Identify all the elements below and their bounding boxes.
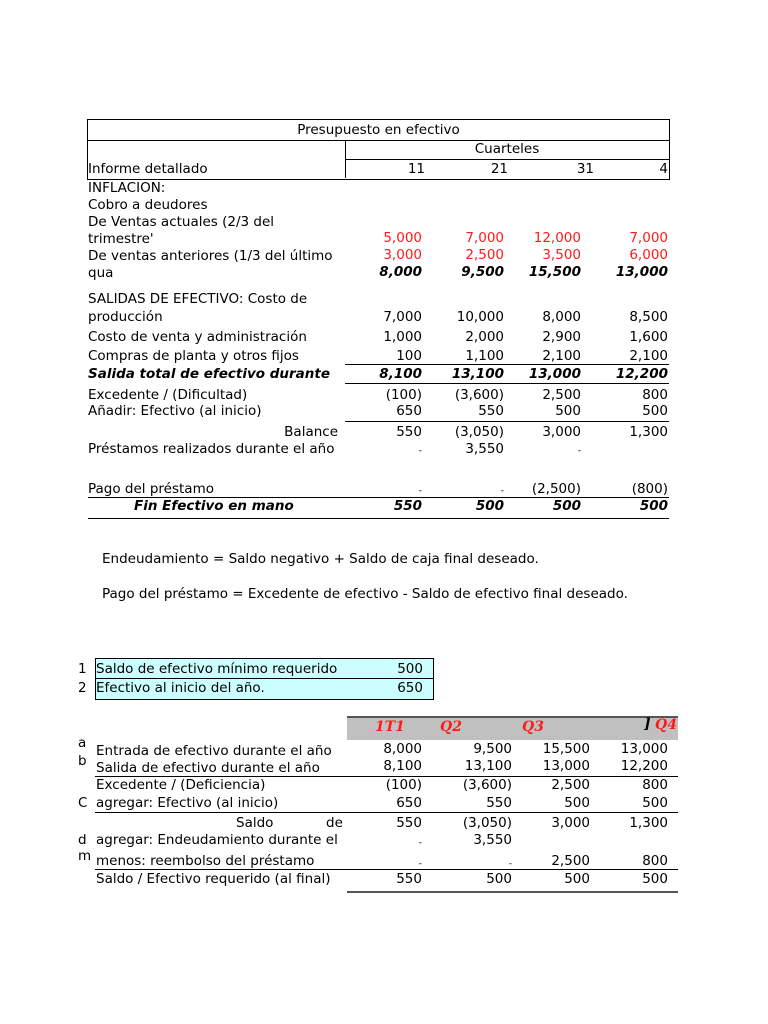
row-value: 8,500 [629, 309, 668, 325]
row-value: 12,200 [620, 758, 668, 774]
row-value: 2,000 [465, 329, 504, 345]
row-value: 13,000 [620, 741, 668, 757]
row-label: Excedente / (Deficiencia) [96, 777, 266, 793]
quarter-header: 31 [576, 161, 594, 177]
row-value: (3,050) [454, 424, 504, 440]
row-value: 7,000 [629, 230, 668, 246]
row-letter: m [78, 848, 92, 864]
row-value: - [508, 859, 512, 869]
row-value: 2,100 [629, 348, 668, 364]
row-value: 500 [552, 498, 581, 514]
row-value: 8,000 [542, 309, 581, 325]
summary-header-q1: 1T1 [375, 719, 405, 735]
quarters-group-header: Cuarteles [474, 141, 540, 157]
input-label: Efectivo al inicio del año. [96, 680, 265, 696]
quarter-header: 4 [659, 161, 668, 177]
row-value: 100 [396, 348, 422, 364]
row-value: (2,500) [531, 481, 581, 497]
row-value: 3,550 [465, 441, 504, 457]
row-label: Excedente / (Dificultad) [88, 387, 248, 403]
row-letter: a [78, 735, 87, 751]
row-label: De ventas anteriores (1/3 del último [88, 248, 333, 264]
row-value: 550 [396, 815, 422, 831]
row-value: 12,000 [533, 230, 581, 246]
row-value: 15,500 [528, 264, 581, 280]
summary-header-q2: Q2 [440, 719, 462, 735]
row-value: 3,000 [383, 247, 422, 263]
budget-title: Presupuesto en efectivo [297, 122, 460, 138]
row-value: 1,000 [383, 329, 422, 345]
row-value: 800 [642, 853, 668, 869]
row-value: 1,300 [629, 815, 668, 831]
row-label: Préstamos realizados durante el año [88, 441, 335, 457]
row-value: 550 [486, 795, 512, 811]
row-label: Fin Efectivo en mano [134, 498, 294, 514]
row-value: - [418, 859, 422, 869]
row-value: 550 [396, 424, 422, 440]
row-value: 1,300 [629, 424, 668, 440]
row-value: 12,200 [615, 366, 668, 382]
row-value: 500 [564, 871, 590, 887]
row-value: 8,100 [379, 366, 422, 382]
row-value: (100) [385, 387, 422, 403]
row-value: - [577, 446, 581, 456]
row-header: Informe detallado [88, 161, 208, 177]
row-value: 13,100 [464, 758, 512, 774]
row-value: 2,500 [551, 777, 590, 793]
row-label: agregar: Endeudamiento durante el [96, 832, 338, 848]
row-value: 500 [475, 498, 504, 514]
row-label: Pago del préstamo [88, 481, 214, 497]
row-letter: b [78, 753, 87, 769]
row-value: 500 [555, 403, 581, 419]
row-value: 10,000 [456, 309, 504, 325]
row-value: 800 [642, 387, 668, 403]
row-label: Compras de planta y otros fijos [88, 348, 299, 364]
row-value: 5,000 [383, 230, 422, 246]
row-value: 500 [639, 498, 668, 514]
row-label: Salida de efectivo durante el año [96, 760, 320, 776]
row-value: 8,100 [383, 758, 422, 774]
row-value: 550 [393, 498, 422, 514]
input-number: 1 [78, 661, 87, 677]
row-label: Añadir: Efectivo (al inicio) [88, 403, 262, 419]
summary-header-bracket: ] [644, 716, 651, 732]
row-value: 1,600 [629, 329, 668, 345]
row-value: 7,000 [465, 230, 504, 246]
row-value: 8,000 [379, 264, 422, 280]
row-value: 500 [486, 871, 512, 887]
row-label: Saldo [236, 815, 274, 831]
row-value: 2,500 [551, 853, 590, 869]
input-number: 2 [78, 680, 87, 696]
row-value: 2,900 [542, 329, 581, 345]
row-value: - [418, 486, 422, 496]
row-label: Costo de venta y administración [88, 329, 307, 345]
row-value: 8,000 [383, 741, 422, 757]
summary-header-q4: Q4 [655, 717, 677, 733]
row-value: 15,500 [542, 741, 590, 757]
row-label: INFLACION: [88, 180, 166, 196]
row-value: 550 [396, 871, 422, 887]
row-label: Saldo / Efectivo requerido (al final) [96, 871, 331, 887]
row-value: 13,100 [451, 366, 504, 382]
quarter-header: 11 [407, 161, 425, 177]
row-value: (3,600) [462, 777, 512, 793]
divider [88, 497, 669, 498]
row-letter: C [78, 795, 88, 811]
quarter-header: 21 [490, 161, 508, 177]
row-value: 3,000 [551, 815, 590, 831]
row-value: (3,600) [454, 387, 504, 403]
row-value: 2,500 [465, 247, 504, 263]
row-value: 13,000 [542, 758, 590, 774]
row-value: 550 [478, 403, 504, 419]
divider [345, 421, 669, 422]
row-value: 7,000 [383, 309, 422, 325]
row-label: agregar: Efectivo (al inicio) [96, 795, 279, 811]
row-label: Entrada de efectivo durante el año [96, 743, 332, 759]
row-value: 9,500 [461, 264, 504, 280]
row-value: 500 [642, 871, 668, 887]
row-value: - [418, 446, 422, 456]
note-borrowing: Endeudamiento = Saldo negativo + Saldo de caja final deseado. [102, 551, 539, 567]
divider [95, 776, 678, 777]
row-label: Cobro a deudores [88, 197, 208, 213]
divider [88, 518, 669, 519]
row-value: 3,000 [542, 424, 581, 440]
row-value: (100) [385, 777, 422, 793]
row-value: 500 [564, 795, 590, 811]
row-value: 3,500 [542, 247, 581, 263]
note-repayment: Pago del préstamo = Excedente de efectivo - Saldo de efectivo final deseado. [102, 586, 628, 602]
row-value: (800) [631, 481, 668, 497]
row-value: 650 [396, 403, 422, 419]
row-label: producción [88, 309, 163, 325]
row-value: 800 [642, 777, 668, 793]
row-label: Balance [284, 424, 338, 440]
row-label: De Ventas actuales (2/3 del [88, 214, 275, 230]
row-value: 500 [642, 403, 668, 419]
row-value: - [500, 486, 504, 496]
row-value: (3,050) [462, 815, 512, 831]
row-letter: d [78, 832, 87, 848]
input-value[interactable]: 650 [397, 680, 423, 696]
input-label: Saldo de efectivo mínimo requerido [96, 661, 338, 677]
divider [347, 891, 678, 893]
row-value: 2,500 [542, 387, 581, 403]
row-value: - [418, 838, 422, 848]
row-value: 650 [396, 795, 422, 811]
row-value: 13,000 [615, 264, 668, 280]
divider [95, 678, 433, 679]
divider [345, 159, 669, 160]
divider [95, 812, 678, 813]
row-value: 13,000 [528, 366, 581, 382]
row-label: menos: reembolso del préstamo [96, 853, 315, 869]
row-label: Salida total de efectivo durante [88, 366, 331, 382]
row-label-suffix: de [326, 815, 343, 831]
row-value: 2,100 [542, 348, 581, 364]
input-value[interactable]: 500 [397, 661, 423, 677]
divider [95, 869, 678, 870]
summary-header-q3: Q3 [522, 719, 544, 735]
row-value: 1,100 [465, 348, 504, 364]
row-value: 500 [642, 795, 668, 811]
row-value: 6,000 [629, 247, 668, 263]
row-value: 3,550 [473, 832, 512, 848]
divider [345, 383, 669, 384]
row-value: 9,500 [473, 741, 512, 757]
row-label: trimestre' [88, 231, 154, 247]
divider [345, 364, 669, 365]
row-label: qua [88, 265, 114, 281]
row-label: SALIDAS DE EFECTIVO: Costo de [88, 291, 308, 307]
